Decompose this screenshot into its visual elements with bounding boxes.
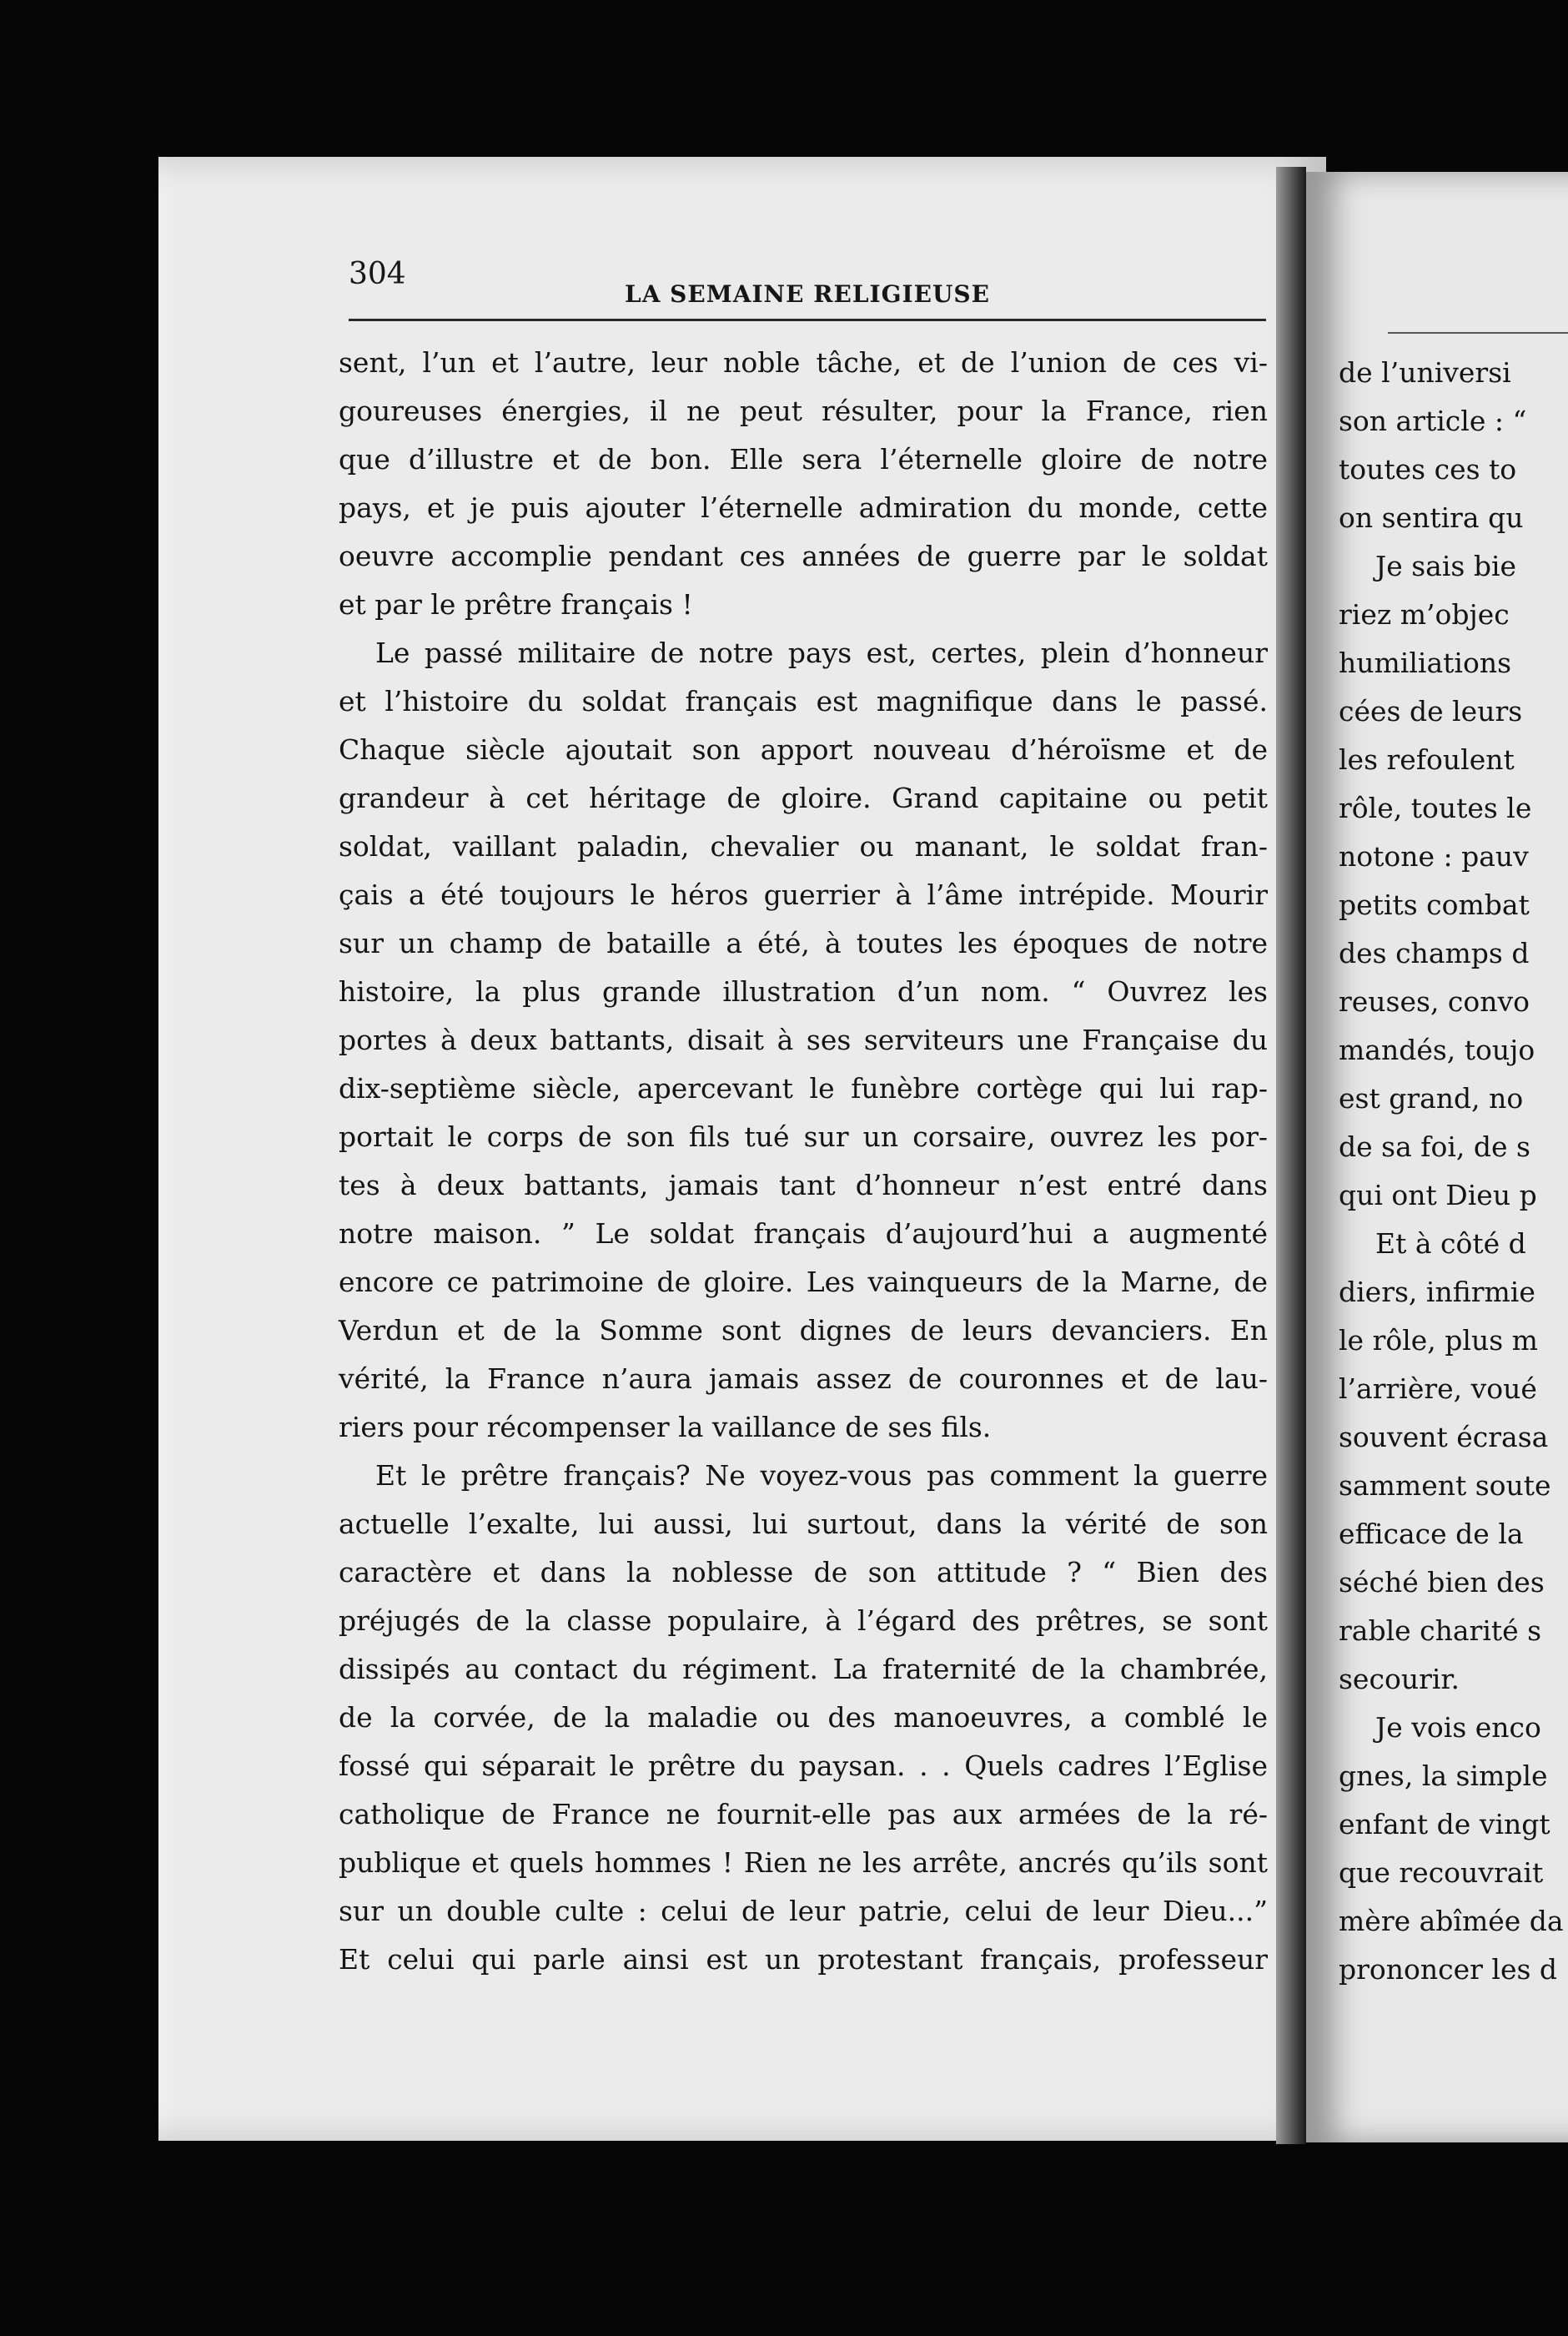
page-number: 304 <box>349 257 406 291</box>
text-line: de l’universi <box>1339 356 1511 389</box>
text-line: notre maison. ” Le soldat français d’aujourd’hui a augmenté <box>339 1217 1268 1250</box>
text-line: grandeur à cet héritage de gloire. Grand capitaine ou petit <box>339 782 1268 814</box>
text-line: secourir. <box>1339 1663 1460 1695</box>
text-line: gnes, la simple <box>1339 1760 1548 1792</box>
text-line: sent, l’un et l’autre, leur noble tâche, et de l’union de ces vi- <box>339 346 1268 379</box>
text-line: humiliations <box>1339 647 1512 679</box>
text-line: riez m’objec <box>1339 598 1510 631</box>
text-line: rôle, toutes le <box>1339 792 1532 824</box>
text-line: et par le prêtre français ! <box>339 588 693 621</box>
text-line: sur un double culte : celui de leur patrie, celui de leur Dieu...” <box>339 1895 1268 1927</box>
text-line: dix-septième siècle, apercevant le funèbre cortège qui lui rap- <box>339 1072 1268 1105</box>
text-line: mandés, toujo <box>1339 1034 1535 1066</box>
text-line: actuelle l’exalte, lui aussi, lui surtout, dans la vérité de son <box>339 1508 1268 1540</box>
text-line: Le passé militaire de notre pays est, certes, plein d’honneur <box>375 637 1268 669</box>
text-line: dissipés au contact du régiment. La fraternité de la chambrée, <box>339 1653 1268 1685</box>
text-line: portait le corps de son fils tué sur un corsaire, ouvrez les por- <box>339 1120 1268 1153</box>
running-head <box>349 252 1266 310</box>
text-line: mère abîmée da <box>1339 1905 1564 1937</box>
text-line: samment soute <box>1339 1469 1551 1502</box>
text-line: préjugés de la classe populaire, à l’égard des prêtres, se sont <box>339 1604 1268 1637</box>
text-line: çais a été toujours le héros guerrier à l’âme intrépide. Mourir <box>339 879 1268 911</box>
text-line: oeuvre accomplie pendant ces années de guerre par le soldat <box>339 540 1268 572</box>
text-line: qui ont Dieu p <box>1339 1179 1537 1211</box>
text-line: l’arrière, voué <box>1339 1372 1537 1405</box>
text-line: toutes ces to <box>1339 453 1517 486</box>
text-line: caractère et dans la noblesse de son attitude ? “ Bien des <box>339 1556 1268 1588</box>
text-line: le rôle, plus m <box>1339 1324 1538 1357</box>
text-line: sur un champ de bataille a été, à toutes les époques de notre <box>339 927 1268 959</box>
text-line: Je vois enco <box>1375 1711 1541 1744</box>
text-line: de la corvée, de la maladie ou des manoeuvres, a comblé le <box>339 1701 1268 1734</box>
text-line: publique et quels hommes ! Rien ne les arrête, ancrés qu’ils sont <box>339 1846 1268 1879</box>
text-line: et l’histoire du soldat français est magnifique dans le passé. <box>339 685 1268 717</box>
text-line: Et à côté d <box>1375 1227 1526 1260</box>
text-line: séché bien des <box>1339 1566 1545 1598</box>
book-gutter <box>1276 167 1306 2144</box>
text-line: vérité, la France n’aura jamais assez de couronnes et de lau- <box>339 1362 1268 1395</box>
text-line: goureuses énergies, il ne peut résulter, pour la France, rien <box>339 395 1268 427</box>
text-line: histoire, la plus grande illustration d’un nom. “ Ouvrez les <box>339 975 1268 1008</box>
text-line: que d’illustre et de bon. Elle sera l’éternelle gloire de notre <box>339 443 1268 476</box>
text-line: catholique de France ne fournit-elle pas aux armées de la ré- <box>339 1798 1268 1830</box>
text-line: des champs d <box>1339 937 1530 969</box>
right-header-rule <box>1388 332 1568 334</box>
text-line: tes à deux battants, jamais tant d’honneur n’est entré dans <box>339 1169 1268 1201</box>
text-line: enfant de vingt <box>1339 1808 1550 1840</box>
left-page-body-text <box>339 339 1268 1984</box>
text-line: cées de leurs <box>1339 695 1523 727</box>
text-line: riers pour récompenser la vaillance de ses fils. <box>339 1411 992 1443</box>
text-line: notone : pauv <box>1339 840 1529 873</box>
running-title: LA SEMAINE RELIGIEUSE <box>625 280 990 308</box>
text-line: souvent écrasa <box>1339 1421 1549 1453</box>
text-line: est grand, no <box>1339 1082 1524 1115</box>
text-line: Et le prêtre français? Ne voyez-vous pas comment la guerre <box>375 1459 1268 1492</box>
text-line: fossé qui séparait le prêtre du paysan. . . Quels cadres l’Eglise <box>339 1749 1268 1782</box>
text-line: petits combat <box>1339 889 1530 921</box>
text-line: rable charité s <box>1339 1614 1542 1647</box>
text-line: soldat, vaillant paladin, chevalier ou manant, le soldat fran- <box>339 830 1268 863</box>
text-line: encore ce patrimoine de gloire. Les vainqueurs de la Marne, de <box>339 1266 1268 1298</box>
text-line: prononcer les d <box>1339 1953 1558 1986</box>
text-line: les refoulent <box>1339 743 1515 776</box>
text-line: reuses, convo <box>1339 985 1530 1018</box>
text-line: on sentira qu <box>1339 501 1524 534</box>
text-line: que recouvrait <box>1339 1856 1544 1889</box>
text-line: Et celui qui parle ainsi est un protestant français, professeur <box>339 1943 1268 1976</box>
text-line: Chaque siècle ajoutait son apport nouveau d’héroïsme et de <box>339 733 1268 766</box>
header-rule <box>349 319 1266 321</box>
text-line: Verdun et de la Somme sont dignes de leurs devanciers. En <box>339 1314 1268 1347</box>
text-line: Je sais bie <box>1375 550 1517 582</box>
text-line: son article : “ <box>1339 405 1527 437</box>
right-page-body-text <box>1339 349 1568 1994</box>
text-line: portes à deux battants, disait à ses serviteurs une Française du <box>339 1024 1268 1056</box>
text-line: de sa foi, de s <box>1339 1130 1530 1163</box>
text-line: efficace de la <box>1339 1518 1524 1550</box>
text-line: diers, infirmie <box>1339 1276 1535 1308</box>
text-line: pays, et je puis ajouter l’éternelle admiration du monde, cette <box>339 491 1268 524</box>
